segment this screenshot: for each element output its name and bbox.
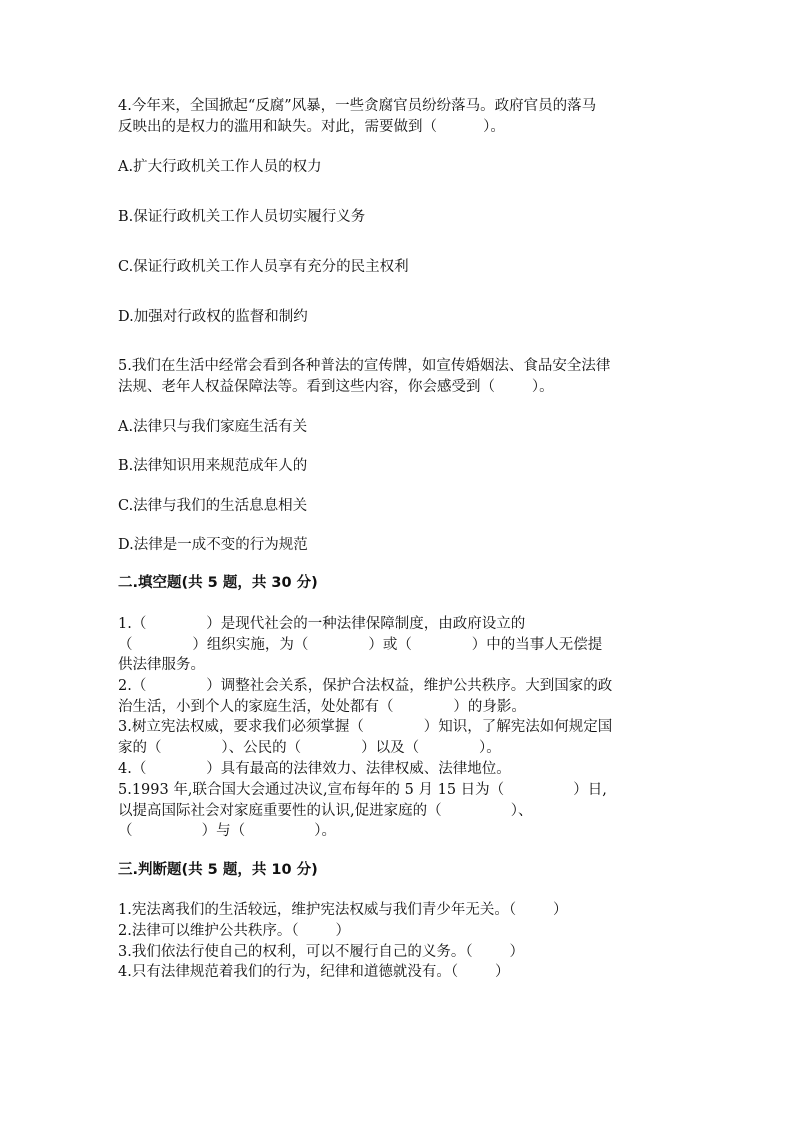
- fill-line-7: 家的（ ）、公民的（ ）以及（ ）。: [118, 740, 501, 756]
- q4-stem-line-2: 反映出的是权力的滥用和缺失。对此，需要做到（ ）。: [118, 119, 505, 135]
- q5-stem-line-1: 5.我们在生活中经常会看到各种普法的宣传牌，如宣传婚姻法、食品安全法律: [118, 358, 611, 374]
- q5-option-a: A.法律只与我们家庭生活有关: [118, 419, 308, 435]
- section-2-heading: 二.填空题(共 5 题，共 30 分): [118, 575, 318, 591]
- fill-line-6: 3.树立宪法权威，要求我们必须掌握（ ）知识，了解宪法如何规定国: [118, 719, 613, 735]
- fill-line-8: 4.（ ）具有最高的法律效力、法律权威、法律地位。: [118, 761, 511, 777]
- judge-line-3: 3.我们依法行使自己的权利，可以不履行自己的义务。（ ）: [118, 944, 524, 960]
- fill-line-3: 供法律服务。: [118, 657, 205, 673]
- judge-line-1: 1.宪法离我们的生活较远，维护宪法权威与我们青少年无关。（ ）: [118, 902, 568, 918]
- fill-line-9: 5.1993 年,联合国大会通过决议,宣布每年的 5 月 15 日为（ ）日,: [118, 782, 607, 798]
- fill-line-1: 1.（ ）是现代社会的一种法律保障制度，由政府设立的: [118, 616, 526, 632]
- section-3-heading: 三.判断题(共 5 题，共 10 分): [118, 862, 318, 878]
- q4-option-b: B.保证行政机关工作人员切实履行义务: [118, 209, 366, 225]
- q4-option-a: A.扩大行政机关工作人员的权力: [118, 159, 322, 175]
- q5-option-c: C.法律与我们的生活息息相关: [118, 498, 308, 514]
- fill-line-11: （ ）与（ ）。: [118, 823, 337, 839]
- q5-option-b: B.法律知识用来规范成年人的: [118, 458, 308, 474]
- fill-line-10: 以提高国际社会对家庭重要性的认识,促进家庭的（ ）、: [118, 803, 533, 819]
- judge-line-2: 2.法律可以维护公共秩序。（ ）: [118, 923, 350, 939]
- q4-option-c: C.保证行政机关工作人员享有充分的民主权利: [118, 259, 409, 275]
- q5-option-d: D.法律是一成不变的行为规范: [118, 537, 308, 553]
- fill-line-5: 治生活，小到个人的家庭生活，处处都有（ ）的身影。: [118, 699, 526, 715]
- fill-line-4: 2.（ ）调整社会关系，保护合法权益，维护公共秩序。大到国家的政: [118, 678, 613, 694]
- q5-stem-line-2: 法规、老年人权益保障法等。看到这些内容，你会感受到（ ）。: [118, 379, 554, 395]
- q4-stem-line-1: 4.今年来，全国掀起“反腐”风暴，一些贪腐官员纷纷落马。政府官员的落马: [118, 98, 597, 114]
- judge-line-4: 4.只有法律规范着我们的行为，纪律和道德就没有。（ ）: [118, 964, 510, 980]
- q4-option-d: D.加强对行政权的监督和制约: [118, 309, 308, 325]
- fill-line-2: （ ）组织实施，为（ ）或（ ）中的当事人无偿提: [118, 637, 603, 653]
